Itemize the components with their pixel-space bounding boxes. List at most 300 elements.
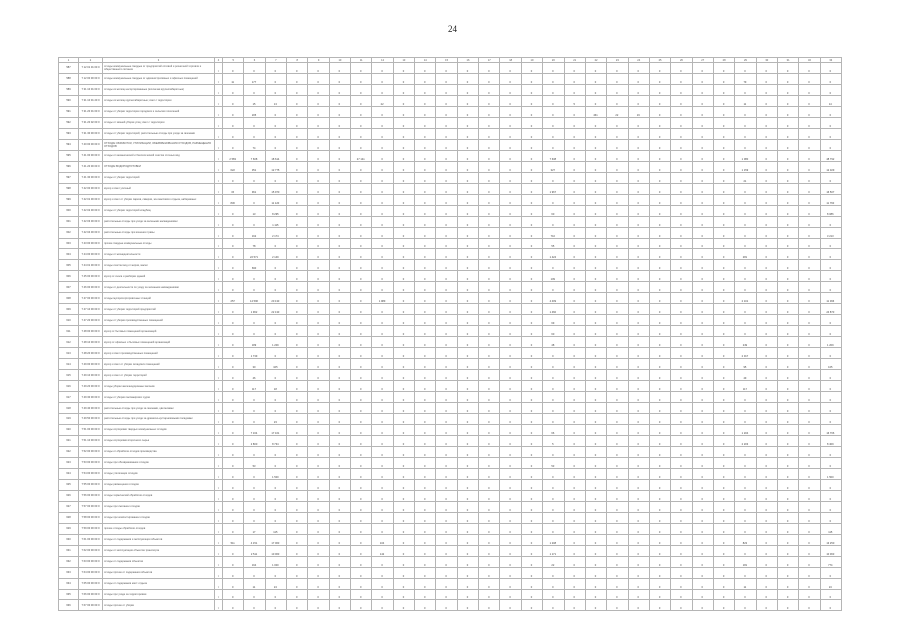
value-cell: 0 <box>820 271 841 282</box>
value-cell: 18 <box>265 381 286 392</box>
value-cell: 0 <box>329 403 350 414</box>
value-cell: 0 <box>415 282 436 293</box>
value-cell: 0 <box>820 446 841 457</box>
value-cell: 0 <box>500 392 521 403</box>
value-cell: 0 <box>372 435 393 446</box>
value-cell: 0 <box>607 403 628 414</box>
value-cell: 0 <box>713 523 734 534</box>
value-cell: 0 <box>649 435 670 446</box>
table-row <box>59 578 842 589</box>
value-cell: 0 <box>799 414 820 425</box>
value-cell: 0 <box>329 512 350 523</box>
value-cell: 0 <box>457 106 478 117</box>
value-cell: 0 <box>415 490 436 501</box>
value-cell: 0 <box>308 150 329 161</box>
value-cell: 0 <box>543 348 564 359</box>
value-cell: 0 <box>329 194 350 205</box>
value-cell: 1 739 <box>244 348 265 359</box>
value-cell: 0 <box>223 238 244 249</box>
value-cell: 0 <box>564 249 585 260</box>
waste-code-cell: 7 49 20 00 00 0 <box>79 381 103 392</box>
value-cell: 0 <box>244 326 265 337</box>
value-cell: 0 <box>671 567 692 578</box>
value-cell: 0 <box>628 392 649 403</box>
value-cell: 0 <box>777 545 798 556</box>
value-cell: 0 <box>799 589 820 600</box>
value-cell: 0 <box>521 63 542 74</box>
value-cell: 0 <box>436 315 457 326</box>
value-cell: 0 <box>351 468 372 479</box>
value-cell: 0 <box>479 414 500 425</box>
value-cell: 0 <box>564 128 585 139</box>
table-row <box>59 95 842 106</box>
table-row <box>59 194 842 205</box>
value-cell: 0 <box>457 457 478 468</box>
value-cell: 0 <box>329 238 350 249</box>
column-header: 21 <box>564 58 585 63</box>
value-cell: 0 <box>436 139 457 150</box>
unit-cell: т <box>215 172 223 183</box>
value-cell: 0 <box>521 227 542 238</box>
value-cell: 461 <box>585 106 606 117</box>
value-cell: 0 <box>692 260 713 271</box>
value-cell: 0 <box>543 260 564 271</box>
value-cell: 0 <box>351 161 372 172</box>
value-cell: 0 <box>564 523 585 534</box>
value-cell: 0 <box>543 567 564 578</box>
value-cell: 0 <box>351 490 372 501</box>
value-cell: 0 <box>393 414 414 425</box>
row-number-cell: 607 <box>59 282 79 293</box>
value-cell: 2 101 <box>735 293 756 304</box>
column-header: 7 <box>265 58 286 63</box>
value-cell: 0 <box>777 512 798 523</box>
value-cell: 66 <box>543 424 564 435</box>
value-cell: 0 <box>372 392 393 403</box>
value-cell: 0 <box>223 501 244 512</box>
value-cell: 0 <box>756 600 777 611</box>
value-cell: 0 <box>607 260 628 271</box>
value-cell: 1 080 <box>735 150 756 161</box>
value-cell: 0 <box>479 479 500 490</box>
value-cell: 0 <box>223 556 244 567</box>
value-cell: 0 <box>415 403 436 414</box>
value-cell: 0 <box>628 161 649 172</box>
value-cell: 0 <box>735 216 756 227</box>
value-cell: 0 <box>436 567 457 578</box>
value-cell: 0 <box>607 479 628 490</box>
value-cell: 0 <box>585 370 606 381</box>
value-cell: 0 <box>244 414 265 425</box>
table-row <box>59 63 842 74</box>
value-cell: 0 <box>628 271 649 282</box>
value-cell: 0 <box>287 194 308 205</box>
value-cell: 0 <box>287 271 308 282</box>
waste-code-cell: 7 49 30 00 00 0 <box>79 392 103 403</box>
value-cell: 0 <box>415 348 436 359</box>
value-cell: 0 <box>436 545 457 556</box>
value-cell: 0 <box>457 84 478 95</box>
value-cell: 0 <box>585 282 606 293</box>
row-number-cell: 635 <box>59 589 79 600</box>
value-cell: 0 <box>372 523 393 534</box>
row-number-cell: 610 <box>59 315 79 326</box>
value-cell: 0 <box>585 150 606 161</box>
value-cell: 0 <box>713 359 734 370</box>
value-cell: 0 <box>479 370 500 381</box>
value-cell: 0 <box>351 172 372 183</box>
value-cell: 0 <box>820 392 841 403</box>
value-cell: 0 <box>244 490 265 501</box>
value-cell: 0 <box>244 446 265 457</box>
value-cell: 0 <box>799 392 820 403</box>
value-cell: 0 <box>756 216 777 227</box>
value-cell: 0 <box>607 392 628 403</box>
value-cell: 0 <box>372 600 393 611</box>
value-cell: 0 <box>756 161 777 172</box>
table-row <box>59 117 842 128</box>
value-cell: 0 <box>308 326 329 337</box>
value-cell: 0 <box>564 216 585 227</box>
table-row <box>59 512 842 523</box>
value-cell: 0 <box>500 534 521 545</box>
value-cell: 0 <box>756 326 777 337</box>
value-cell: 0 <box>393 600 414 611</box>
value-cell: 0 <box>628 326 649 337</box>
value-cell: 0 <box>799 556 820 567</box>
value-cell: 0 <box>564 348 585 359</box>
column-header: 6 <box>244 58 265 63</box>
waste-code-cell: 7 48 20 00 00 0 <box>79 348 103 359</box>
value-cell: 0 <box>777 523 798 534</box>
value-cell: 0 <box>692 117 713 128</box>
value-cell: 0 <box>692 238 713 249</box>
table-row <box>59 315 842 326</box>
value-cell: 0 <box>564 194 585 205</box>
value-cell: 0 <box>479 578 500 589</box>
value-cell: 0 <box>393 205 414 216</box>
value-cell: 0 <box>607 315 628 326</box>
value-cell: 0 <box>628 457 649 468</box>
value-cell: 0 <box>244 600 265 611</box>
waste-name-cell: отходы из жилищ крупногабаритные; смет с территории <box>103 95 215 106</box>
value-cell: 0 <box>436 370 457 381</box>
value-cell: 0 <box>351 424 372 435</box>
value-cell: 1 967 <box>543 183 564 194</box>
value-cell: 0 <box>287 359 308 370</box>
value-cell: 0 <box>479 63 500 74</box>
value-cell: 0 <box>436 161 457 172</box>
value-cell: 0 <box>308 249 329 260</box>
value-cell: 0 <box>521 205 542 216</box>
value-cell: 0 <box>500 414 521 425</box>
value-cell: 0 <box>351 435 372 446</box>
value-cell: 0 <box>607 205 628 216</box>
value-cell: 0 <box>351 183 372 194</box>
value-cell: 0 <box>521 293 542 304</box>
column-header: 18 <box>500 58 521 63</box>
row-number-cell: 617 <box>59 392 79 403</box>
value-cell: 0 <box>671 304 692 315</box>
value-cell: 0 <box>415 523 436 534</box>
value-cell: 0 <box>393 271 414 282</box>
value-cell: 0 <box>415 249 436 260</box>
value-cell: 0 <box>649 260 670 271</box>
value-cell: 0 <box>713 446 734 457</box>
value-cell: 0 <box>287 249 308 260</box>
value-cell: 0 <box>692 435 713 446</box>
value-cell: 0 <box>543 128 564 139</box>
value-cell: 0 <box>671 359 692 370</box>
value-cell: 0 <box>329 523 350 534</box>
value-cell: 0 <box>564 392 585 403</box>
value-cell: 0 <box>372 172 393 183</box>
waste-name-cell: отходы от зимней уборки улиц; смет с территории <box>103 117 215 128</box>
value-cell: 0 <box>393 424 414 435</box>
value-cell: 0 <box>713 238 734 249</box>
value-cell: 0 <box>479 271 500 282</box>
waste-code-cell: 7 12 00 00 00 0 <box>79 73 103 84</box>
value-cell: 0 <box>223 260 244 271</box>
value-cell: 24 873 <box>820 304 841 315</box>
value-cell: 13 250 <box>820 534 841 545</box>
value-cell: 0 <box>777 172 798 183</box>
waste-code-cell: 7 42 04 00 00 0 <box>79 227 103 238</box>
value-cell: 0 <box>415 435 436 446</box>
value-cell: 0 <box>777 205 798 216</box>
value-cell: 0 <box>500 238 521 249</box>
value-cell: 0 <box>713 567 734 578</box>
value-cell: 0 <box>521 534 542 545</box>
waste-code-cell: 7 42 02 00 00 0 <box>79 205 103 216</box>
unit-cell: т <box>215 600 223 611</box>
value-cell: 0 <box>649 348 670 359</box>
waste-name-cell: отходы от жизнедеятельности <box>103 249 215 260</box>
value-cell: 11 120 <box>265 194 286 205</box>
value-cell: 0 <box>692 490 713 501</box>
value-cell: 0 <box>457 381 478 392</box>
value-cell: 0 <box>799 326 820 337</box>
value-cell: 327 <box>543 161 564 172</box>
value-cell: 0 <box>436 479 457 490</box>
value-cell: 0 <box>628 63 649 74</box>
value-cell: 0 <box>415 315 436 326</box>
value-cell: 0 <box>457 63 478 74</box>
table-row <box>59 161 842 172</box>
value-cell: 0 <box>713 501 734 512</box>
value-cell: 0 <box>735 403 756 414</box>
value-cell: 0 <box>628 337 649 348</box>
value-cell: 117 <box>735 381 756 392</box>
value-cell: 0 <box>479 150 500 161</box>
value-cell: 0 <box>713 414 734 425</box>
value-cell: 0 <box>799 424 820 435</box>
value-cell: 0 <box>436 589 457 600</box>
value-cell: 0 <box>351 501 372 512</box>
value-cell: 0 <box>479 95 500 106</box>
unit-cell: т <box>215 337 223 348</box>
value-cell: 0 <box>713 468 734 479</box>
value-cell: 1 000 <box>265 556 286 567</box>
value-cell: 0 <box>457 216 478 227</box>
table-row <box>59 271 842 282</box>
value-cell: 17 063 <box>265 534 286 545</box>
table-row <box>59 600 842 611</box>
value-cell: 0 <box>799 117 820 128</box>
value-cell: 0 <box>308 73 329 84</box>
value-cell: 0 <box>372 205 393 216</box>
column-header: 33 <box>820 58 841 63</box>
value-cell: 0 <box>393 84 414 95</box>
value-cell: 0 <box>692 370 713 381</box>
value-cell: 0 <box>564 501 585 512</box>
value-cell: 0 <box>564 457 585 468</box>
value-cell: 0 <box>756 249 777 260</box>
value-cell: 0 <box>351 216 372 227</box>
value-cell: 0 <box>351 282 372 293</box>
value-cell: 0 <box>436 150 457 161</box>
value-cell: 0 <box>479 523 500 534</box>
value-cell: 0 <box>585 556 606 567</box>
table-row <box>59 337 842 348</box>
unit-cell: т <box>215 293 223 304</box>
value-cell: 0 <box>223 600 244 611</box>
value-cell: 0 <box>223 359 244 370</box>
table-row <box>59 128 842 139</box>
value-cell: 0 <box>735 392 756 403</box>
unit-cell: т <box>215 589 223 600</box>
value-cell: 0 <box>777 589 798 600</box>
value-cell: 1 204 <box>735 424 756 435</box>
value-cell: 0 <box>692 227 713 238</box>
value-cell: 0 <box>287 238 308 249</box>
value-cell: 0 <box>543 282 564 293</box>
value-cell: 7 164 <box>244 424 265 435</box>
value-cell: 0 <box>244 512 265 523</box>
column-header: 27 <box>692 58 713 63</box>
value-cell: 0 <box>820 567 841 578</box>
value-cell: 0 <box>649 446 670 457</box>
value-cell: 0 <box>756 95 777 106</box>
value-cell: 0 <box>457 117 478 128</box>
table-row <box>59 435 842 446</box>
value-cell: 0 <box>777 73 798 84</box>
table-row <box>59 501 842 512</box>
value-cell: 0 <box>713 128 734 139</box>
waste-name-cell: отходы от уборки территорий кладбищ <box>103 205 215 216</box>
value-cell: 0 <box>521 359 542 370</box>
value-cell: 0 <box>372 117 393 128</box>
value-cell: 109 <box>543 271 564 282</box>
value-cell: 0 <box>713 84 734 95</box>
value-cell: 0 <box>521 73 542 84</box>
row-number-cell: 621 <box>59 435 79 446</box>
value-cell: 0 <box>287 183 308 194</box>
value-cell: 0 <box>223 490 244 501</box>
value-cell: 0 <box>457 348 478 359</box>
value-cell: 0 <box>820 139 841 150</box>
value-cell: 0 <box>543 139 564 150</box>
unit-cell: т <box>215 534 223 545</box>
value-cell: 0 <box>585 249 606 260</box>
value-cell: 0 <box>585 205 606 216</box>
value-cell: 0 <box>287 435 308 446</box>
value-cell: 0 <box>607 435 628 446</box>
value-cell: 0 <box>628 501 649 512</box>
value-cell: 0 <box>500 545 521 556</box>
value-cell: 0 <box>329 446 350 457</box>
waste-name-cell: отходы из жилищ несортированные (исключая крупногабаритные) <box>103 84 215 95</box>
value-cell: 0 <box>543 370 564 381</box>
value-cell: 0 <box>799 348 820 359</box>
value-cell: 10 063 <box>820 545 841 556</box>
value-cell: 0 <box>649 172 670 183</box>
value-cell: 0 <box>500 424 521 435</box>
value-cell: 0 <box>223 205 244 216</box>
value-cell: 0 <box>585 446 606 457</box>
waste-name-cell: отходы от обработки отходов производства <box>103 446 215 457</box>
value-cell: 0 <box>393 249 414 260</box>
value-cell: 0 <box>777 161 798 172</box>
value-cell: 0 <box>223 282 244 293</box>
value-cell: 0 <box>308 424 329 435</box>
value-cell: 0 <box>607 293 628 304</box>
value-cell: 0 <box>457 161 478 172</box>
value-cell: 0 <box>457 326 478 337</box>
value-cell: 0 <box>607 282 628 293</box>
value-cell: 0 <box>351 227 372 238</box>
value-cell: 0 <box>649 63 670 74</box>
value-cell: 0 <box>415 172 436 183</box>
value-cell: 0 <box>628 348 649 359</box>
value-cell: 0 <box>479 490 500 501</box>
value-cell: 15 <box>223 183 244 194</box>
value-cell: 0 <box>329 337 350 348</box>
value-cell: 0 <box>351 326 372 337</box>
row-number-cell: 624 <box>59 468 79 479</box>
value-cell: 0 <box>479 128 500 139</box>
value-cell: 0 <box>436 446 457 457</box>
value-cell: 0 <box>735 128 756 139</box>
value-cell: 0 <box>265 403 286 414</box>
value-cell: 0 <box>628 205 649 216</box>
value-cell: 0 <box>244 63 265 74</box>
value-cell: 0 <box>585 216 606 227</box>
value-cell: 11 396 <box>820 293 841 304</box>
value-cell: 1 159 <box>735 161 756 172</box>
value-cell: 0 <box>585 578 606 589</box>
value-cell: 0 <box>777 446 798 457</box>
value-cell: 0 <box>756 106 777 117</box>
value-cell: 12 029 <box>820 161 841 172</box>
value-cell: 0 <box>500 512 521 523</box>
value-cell: 0 <box>521 282 542 293</box>
value-cell: 0 <box>479 282 500 293</box>
value-cell: 0 <box>329 534 350 545</box>
unit-cell: т <box>215 457 223 468</box>
waste-code-cell: 7 45 00 00 00 0 <box>79 271 103 282</box>
value-cell: 0 <box>329 271 350 282</box>
value-cell: 0 <box>479 392 500 403</box>
value-cell: 0 <box>777 282 798 293</box>
value-cell: 0 <box>223 567 244 578</box>
value-cell: 0 <box>735 315 756 326</box>
value-cell: 0 <box>351 392 372 403</box>
value-cell: 0 <box>329 501 350 512</box>
value-cell: 0 <box>223 370 244 381</box>
value-cell: 0 <box>415 600 436 611</box>
value-cell: 0 <box>415 95 436 106</box>
